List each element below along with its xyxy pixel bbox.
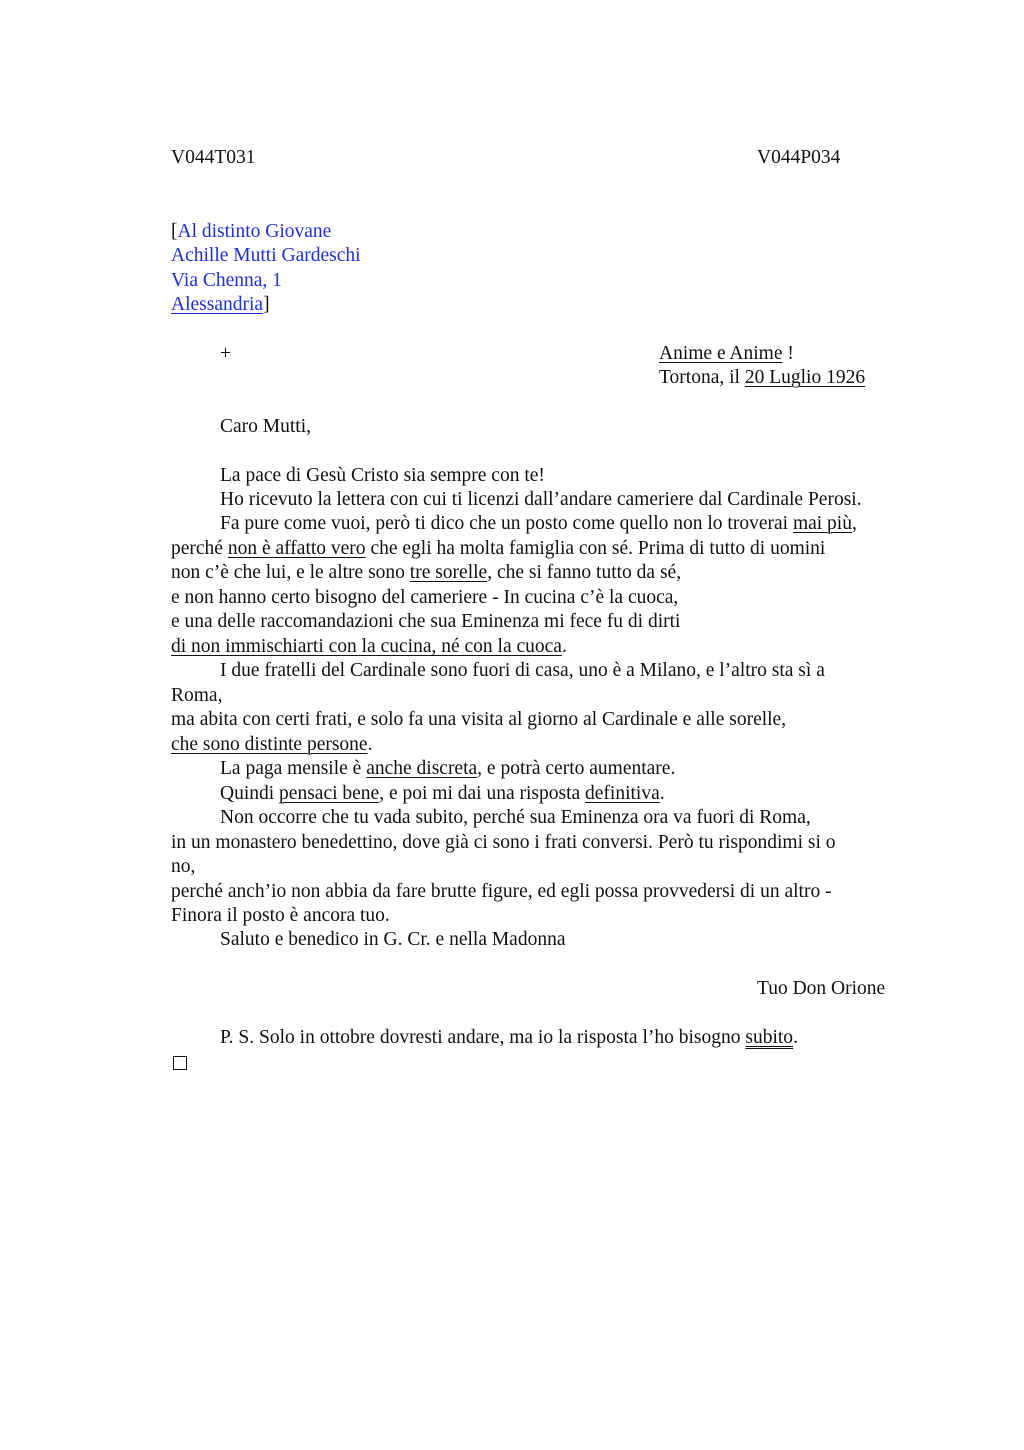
dateline-date: 20 Luglio 1926 [744,367,866,388]
body-line [220,757,675,781]
close-bracket: ] [263,294,270,315]
body-line: I due fratelli del Cardinale sono fuori di casa, uno è a Milano, e l’altro sta sì a [220,660,825,681]
text-segment: perché [171,538,228,559]
cross-symbol: + [220,343,231,364]
text-segment: non c’è che lui, e le altre sono [171,562,410,583]
body-line [171,635,567,659]
body-line: Ho ricevuto la lettera con cui ti licenzi dall’andare cameriere dal Cardinale Perosi. [220,489,862,510]
body-line: Non occorre che tu vada subito, perché sua Eminenza ora va fuori di Roma, [220,807,811,828]
underlined-text: definitiva [585,783,660,804]
signature: Tuo Don Orione [757,978,886,999]
body-line [220,782,665,806]
text-segment: , che si fanno tutto da sé, [487,562,682,583]
text-segment: . [659,783,665,804]
address-line-3: Via Chenna, 1 [171,270,282,291]
underlined-text: di non immischiarti con la cucina, né con la cuoca [171,636,562,657]
address-line-4 [171,293,270,317]
underlined-text: pensaci bene [279,783,380,804]
body-line: Roma, [171,685,223,706]
body-line [171,733,372,757]
body-line: Finora il posto è ancora tuo. [171,905,390,926]
underlined-text: che sono distinte persone [171,734,368,755]
text-segment: Fa pure come vuoi, però ti dico che un posto come quello non lo troverai [220,513,793,534]
underlined-text: mai più [792,513,852,534]
address-line-2: Achille Mutti Gardeschi [171,245,361,266]
motto-text: Anime e Anime [659,343,783,364]
text-segment: , e potrà certo aumentare. [477,758,676,779]
body-line: La pace di Gesù Cristo sia sempre con te! [220,465,545,486]
body-line [171,537,825,561]
open-bracket: [ [171,221,178,242]
body-line: Saluto e benedico in G. Cr. e nella Madonna [220,929,566,950]
text-segment: . [793,1027,798,1048]
end-of-document-square-icon [173,1056,187,1070]
text-segment: . [561,636,567,657]
address-recipient-title: Al distinto Giovane [177,221,332,242]
dateline-place: Tortona, il [659,367,745,388]
address-city: Alessandria [171,294,264,315]
text-segment: . [367,734,373,755]
dateline [659,366,865,390]
postscript [220,1026,798,1050]
text-segment: , e poi mi dai una risposta [379,783,586,804]
document-code-right: V044P034 [757,147,841,168]
underlined-text: tre sorelle [409,562,488,583]
body-line: ma abita con certi frati, e solo fa una visita al giorno al Cardinale e alle sorelle, [171,709,787,730]
body-line: e non hanno certo bisogno del cameriere - In cucina c’è la cuoca, [171,587,679,608]
body-line [171,561,681,585]
body-line [220,512,857,536]
body-line: in un monastero benedettino, dove già ci sono i frati conversi. Però tu rispondimi si o [171,832,836,853]
text-segment: La paga mensile è [220,758,367,779]
text-segment: , [851,513,857,534]
salutation: Caro Mutti, [220,416,311,437]
text-segment: Quindi [220,783,280,804]
motto-suffix: ! [782,343,794,364]
address-line-1 [171,220,331,244]
text-segment: che egli ha molta famiglia con sé. Prima di tutto di uomini [365,538,826,559]
underlined-text: anche discreta [366,758,478,779]
body-line: perché anch’io non abbia da fare brutte figure, ed egli possa provvedersi di un altro - [171,881,832,902]
body-line: no, [171,856,196,877]
document-code-left: V044T031 [171,147,256,168]
text-segment: P. S. Solo in ottobre dovresti andare, ma io la risposta l’ho bisogno [220,1027,746,1048]
motto [659,342,794,366]
double-underlined-text: subito [745,1027,794,1048]
body-line: e una delle raccomandazioni che sua Eminenza mi fece fu di dirti [171,611,681,632]
underlined-text: non è affatto vero [227,538,366,559]
